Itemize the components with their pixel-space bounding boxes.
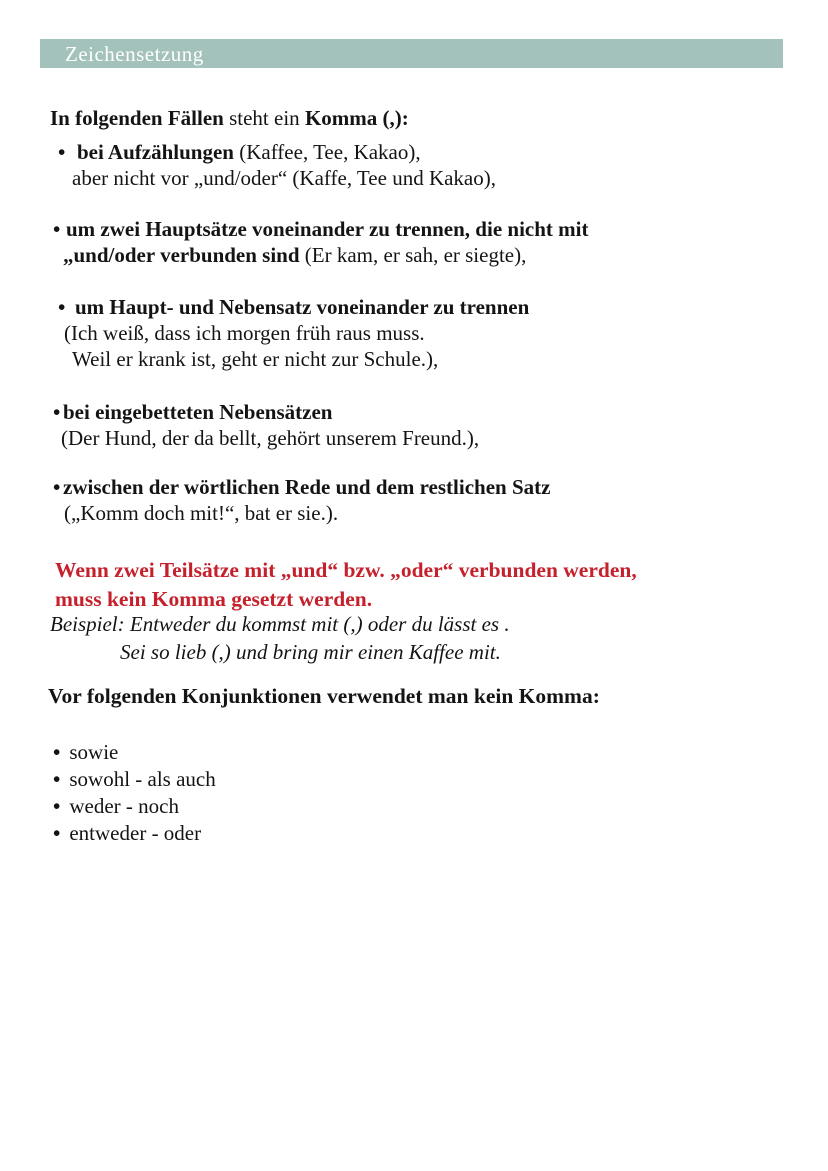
example-line: Sei so lieb (,) und bring mir einen Kaffee mit. xyxy=(120,640,501,664)
rule-regular-text: (Er kam, er sah, er siegte), xyxy=(299,243,527,267)
section-header-bar xyxy=(40,39,783,68)
intro-bold-1: In folgenden Fällen xyxy=(50,106,224,130)
bullet-icon: • xyxy=(53,821,61,845)
rule-regular-text: (Kaffee, Tee, Kakao), xyxy=(233,140,421,164)
bullet-icon: • xyxy=(58,295,66,319)
rule-line xyxy=(0,474,828,500)
rule-regular-text: aber nicht vor „und/oder“ (Kaffe, Tee und Kakao), xyxy=(72,166,496,190)
list-item xyxy=(53,820,216,847)
conjunction-heading: Vor folgenden Konjunktionen verwendet man kein Komma: xyxy=(48,684,600,708)
rule-line xyxy=(0,320,828,346)
rule-line xyxy=(0,294,828,320)
rule-bold-text: bei Aufzählungen xyxy=(77,140,234,164)
rule-line xyxy=(0,139,828,165)
rule-line xyxy=(0,425,828,451)
rule-bold-text: um Haupt- und Nebensatz voneinander zu trennen xyxy=(75,295,530,319)
example-line: Beispiel: Entweder du kommst mit (,) oder du lässt es . xyxy=(50,612,510,636)
bullet-icon: • xyxy=(53,475,61,499)
rule-line xyxy=(0,346,828,372)
komma-rule-item xyxy=(0,139,828,191)
rule-regular-text: („Komm doch mit!“, bat er sie.). xyxy=(64,501,339,525)
bullet-icon: • xyxy=(58,140,66,164)
komma-rule-item xyxy=(0,399,828,451)
list-item xyxy=(53,793,216,820)
conjunction-label: weder - noch xyxy=(69,794,179,818)
bullet-icon: • xyxy=(53,794,61,818)
section-title: Zeichensetzung xyxy=(65,42,204,66)
intro-bold-2: Komma (,): xyxy=(304,106,409,130)
no-comma-note xyxy=(55,556,637,614)
rule-line xyxy=(0,165,828,191)
rule-bold-text: zwischen der wörtlichen Rede und dem restlichen Satz xyxy=(63,475,551,499)
komma-rule-item xyxy=(0,216,828,268)
note-line: muss kein Komma gesetzt werden. xyxy=(55,587,373,611)
rule-line xyxy=(0,500,828,526)
rule-regular-text: (Der Hund, der da bellt, gehört unserem Freund.), xyxy=(61,426,480,450)
rule-bold-text: bei eingebetteten Nebensätzen xyxy=(63,400,333,424)
note-line: Wenn zwei Teilsätze mit „und“ bzw. „oder“ verbunden werden, xyxy=(55,558,637,582)
intro-line xyxy=(50,105,409,131)
rule-line xyxy=(0,242,828,268)
bullet-icon: • xyxy=(53,400,61,424)
rule-line xyxy=(0,399,828,425)
conjunction-label: sowie xyxy=(69,740,119,764)
rule-bold-text: „und/oder verbunden sind xyxy=(63,243,300,267)
list-item xyxy=(53,766,216,793)
list-item xyxy=(53,739,216,766)
bullet-icon: • xyxy=(53,767,61,791)
komma-rule-item xyxy=(0,474,828,526)
conjunction-list xyxy=(53,739,216,847)
rule-line xyxy=(0,216,828,242)
conjunction-label: entweder - oder xyxy=(69,821,202,845)
example-block xyxy=(50,610,510,666)
conjunction-label: sowohl - als auch xyxy=(69,767,216,791)
rule-regular-text: (Ich weiß, dass ich morgen früh raus muss. xyxy=(64,321,425,345)
bullet-icon: • xyxy=(53,217,61,241)
intro-regular: steht ein xyxy=(223,106,305,130)
rule-regular-text: Weil er krank ist, geht er nicht zur Schule.), xyxy=(72,347,439,371)
rule-bold-text: um zwei Hauptsätze voneinander zu trennen, die nicht mit xyxy=(66,217,589,241)
bullet-icon: • xyxy=(53,740,61,764)
komma-rule-item xyxy=(0,294,828,372)
